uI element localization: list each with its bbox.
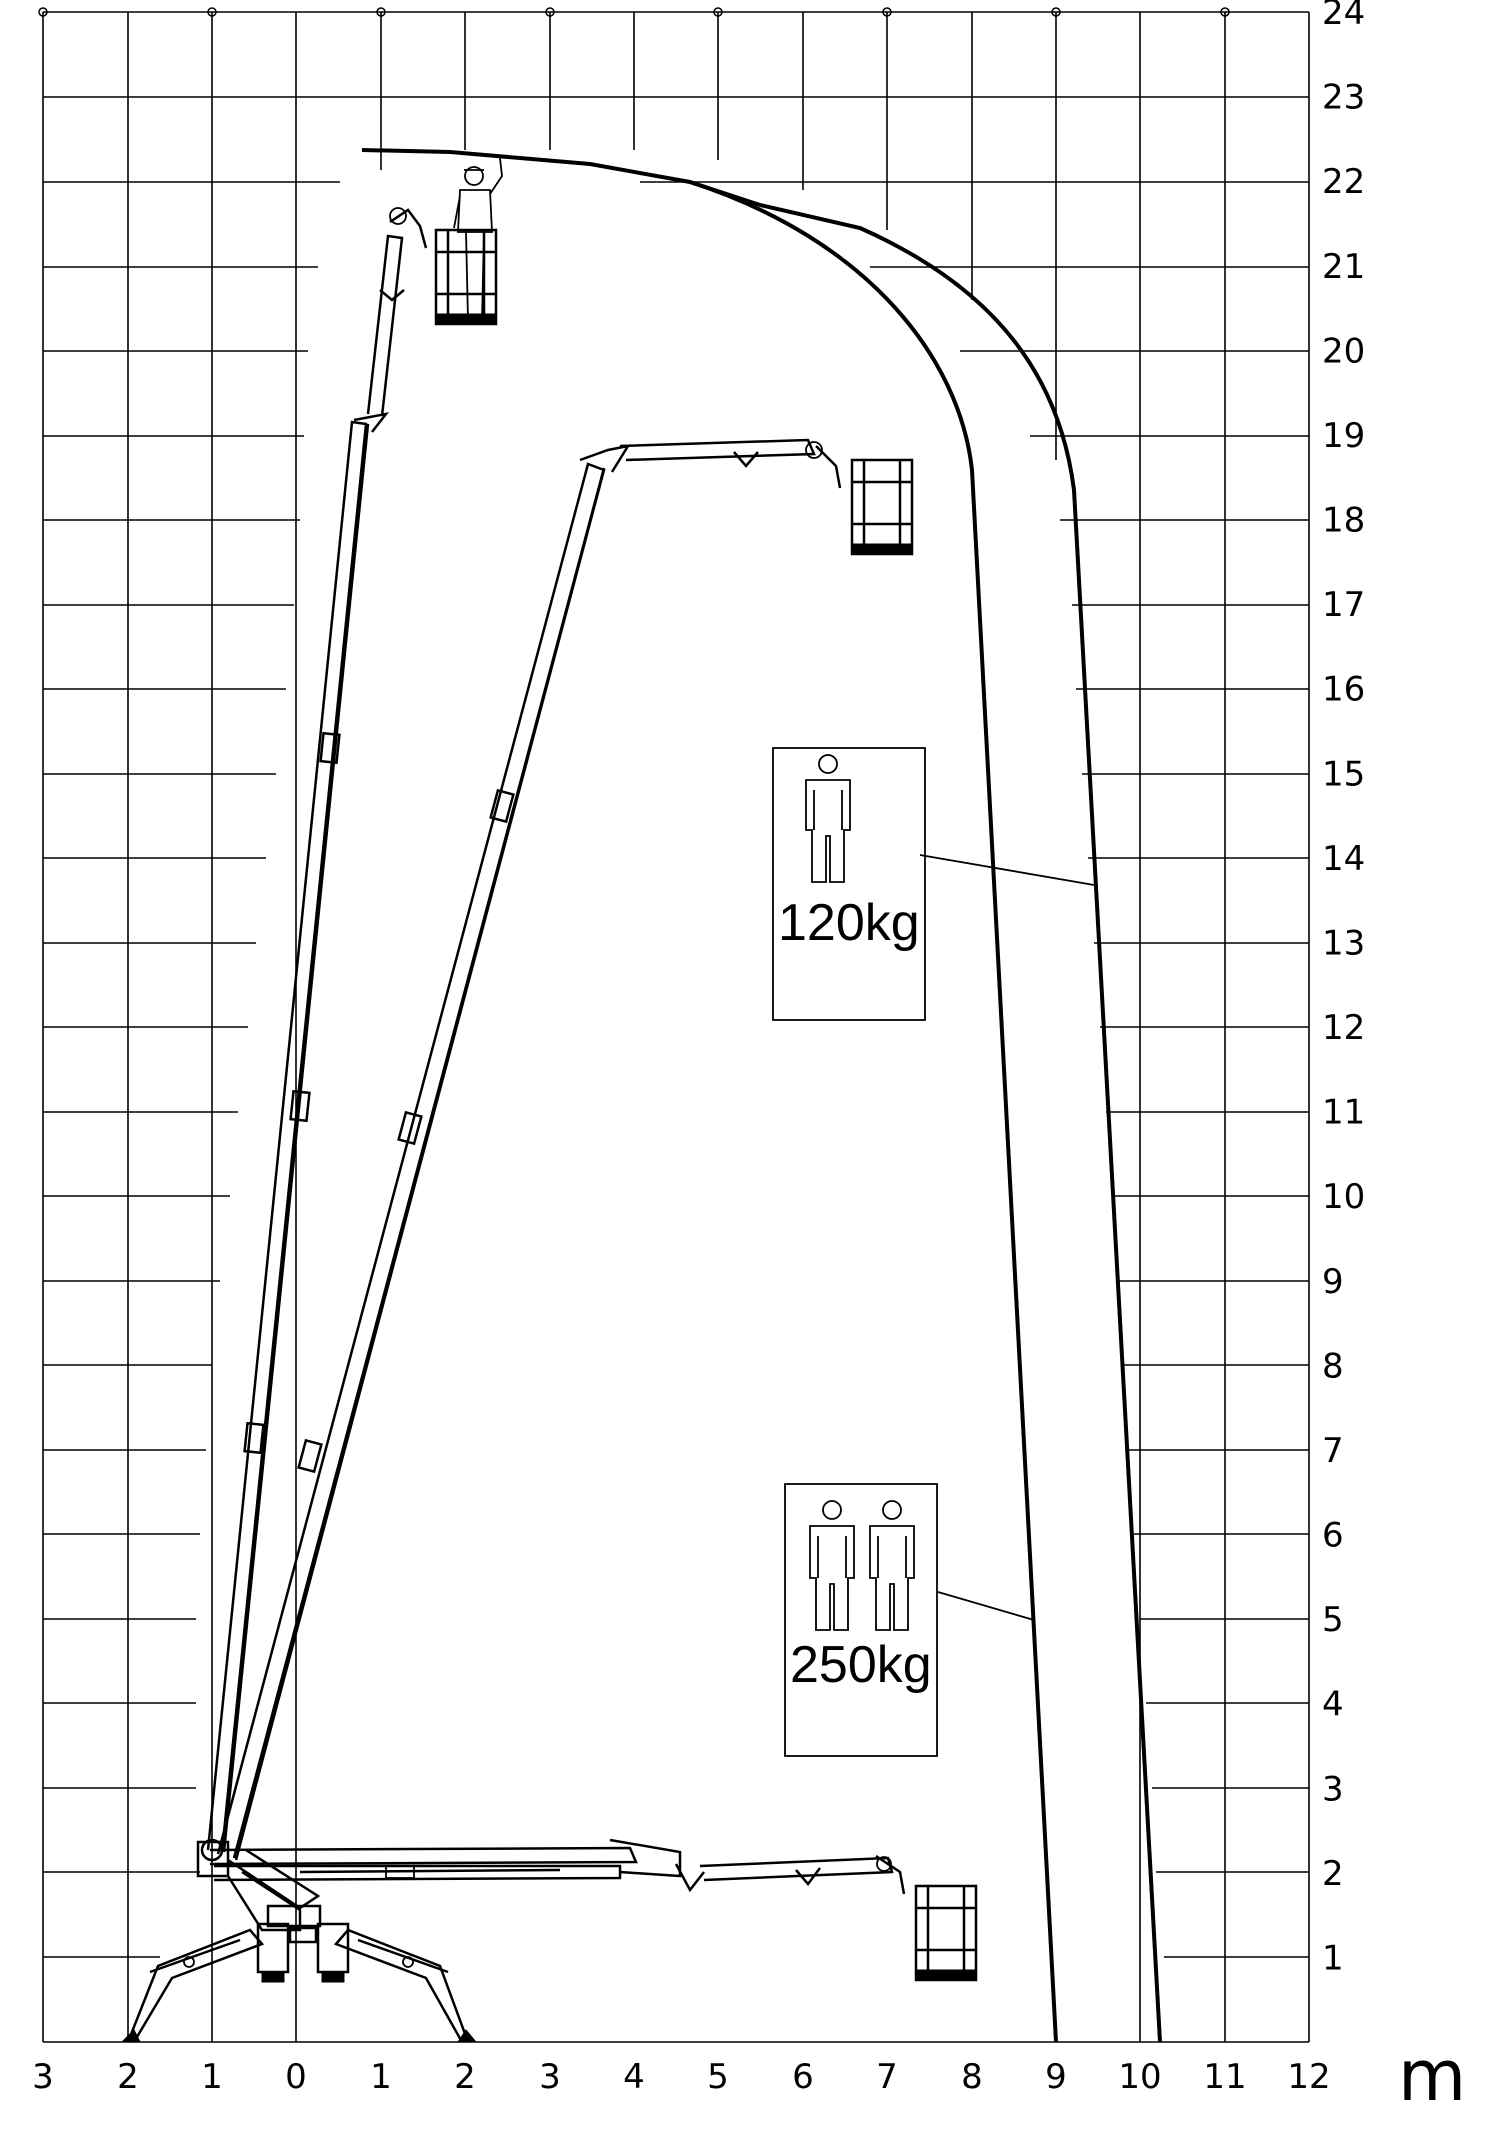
y-tick-label: 17 [1322,585,1366,626]
envelope-inner-250kg [362,150,1056,2042]
leader-line [938,1592,1034,1620]
y-tick-label: 23 [1322,77,1366,118]
y-tick-label: 7 [1322,1430,1344,1471]
y-tick-label: 12 [1322,1008,1366,1048]
y-tick-label: 19 [1322,416,1366,456]
load-zone-box [773,748,925,1020]
load-zone-250kg [785,1484,1034,1756]
grid [39,8,1309,2042]
x-tick-label: 5 [707,2057,729,2097]
x-tick-label: 8 [961,2057,983,2097]
y-tick-label: 4 [1322,1684,1344,1725]
y-tick-label: 14 [1322,838,1366,879]
unit-label: m [1398,2035,1467,2117]
load-label: 250kg [790,1636,932,1694]
y-tick-label: 13 [1322,923,1366,964]
y-tick-label: 10 [1322,1177,1366,1218]
x-tick-label: 1 [370,2057,392,2097]
y-tick-label: 5 [1322,1600,1344,1641]
x-tick-label: 2 [454,2057,476,2097]
boom-horizontal [210,1840,976,1980]
basket [852,460,912,554]
y-tick-label: 20 [1322,331,1366,372]
x-tick-label: 12 [1287,2057,1331,2097]
x-tick-label: 3 [539,2057,561,2097]
y-tick-label: 22 [1322,162,1366,203]
boom-max-height [208,158,502,1852]
x-tick-label: 2 [117,2057,139,2097]
load-zone-box [785,1484,937,1756]
load-zone-120kg [773,748,1094,1020]
y-tick-label: 24 [1322,0,1366,34]
x-tick-label: 1 [201,2057,223,2097]
x-axis-ticks [32,2057,1330,2097]
envelope-outer-120kg [690,182,1160,2042]
x-tick-label: 3 [32,2057,54,2097]
basket [916,1886,976,1980]
x-tick-label: 4 [623,2057,645,2097]
person-icon [810,1501,854,1630]
y-tick-label: 9 [1322,1261,1344,1302]
y-tick-label: 21 [1322,246,1366,287]
leader-line [920,855,1094,885]
y-tick-label: 16 [1322,669,1366,710]
y-tick-label: 8 [1322,1346,1344,1387]
y-tick-label: 6 [1322,1515,1344,1556]
y-axis-ticks [1322,0,1365,1978]
y-tick-label: 15 [1322,754,1366,795]
x-tick-label: 9 [1045,2057,1067,2097]
person-icon [806,755,850,882]
x-tick-label: 6 [792,2057,814,2097]
x-tick-label: 0 [285,2057,307,2097]
person-icon [870,1501,914,1630]
load-label: 120kg [778,894,920,952]
x-tick-label: 10 [1118,2057,1162,2097]
x-tick-label: 7 [876,2057,898,2097]
y-tick-label: 1 [1322,1938,1344,1979]
y-tick-label: 11 [1322,1092,1366,1133]
y-tick-label: 3 [1322,1769,1344,1810]
y-tick-label: 18 [1322,500,1366,541]
x-tick-label: 11 [1203,2057,1247,2097]
y-tick-label: 2 [1322,1853,1344,1894]
